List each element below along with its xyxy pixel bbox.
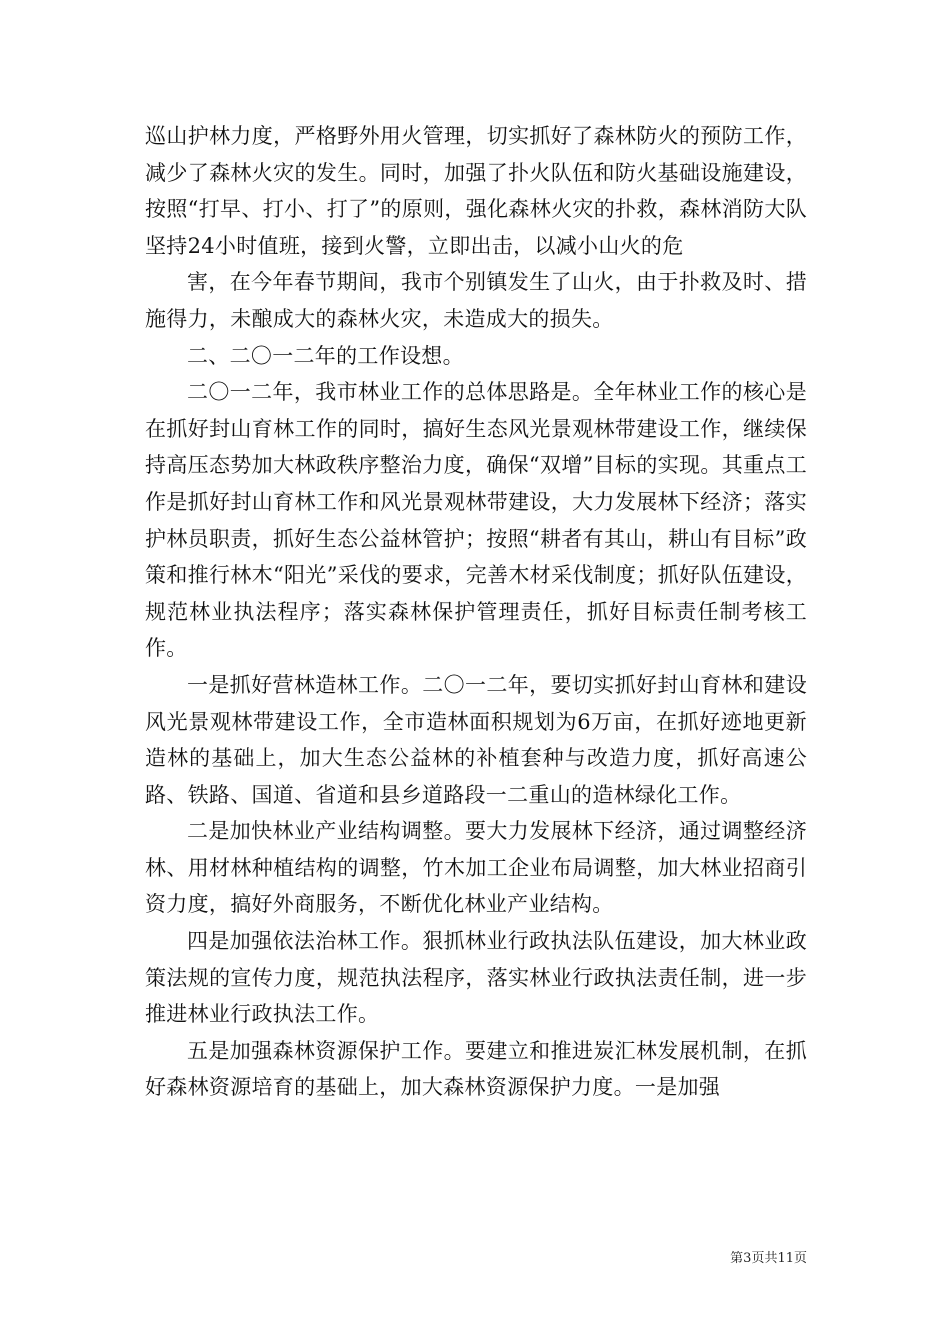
paragraph-continuation: 巡山护林力度，严格野外用火管理，切实抓好了森林防火的预防工作，减少了森林火灾的发生。同时，加强了扑火队伍和防火基础设施建设，按照“打早、打小、打了”的原则，强化森林火灾的扑救，森林消防大队坚持24小时值班，接到火警，立即出击，以减小山火的危	[145, 124, 807, 258]
paragraph-overall-approach: 二〇一二年，我市林业工作的总体思路是。全年林业工作的核心是在抓好封山育林工作的同时，搞好生态风光景观林带建设工作，继续保持高压态势加大林政秩序整治力度，确保“双增”目标的实现。其重点工作是抓好封山育林工作和风光景观林带建设，大力发展林下经济；落实护林员职责，抓好生态公益林管护；按照“耕者有其山，耕山有目标”政策和推行林木“阳光”采伐的要求，完善木材采伐制度；抓好队伍建设，规范林业执法程序；落实森林保护管理责任，抓好目标责任制考核工作。	[145, 380, 807, 661]
paragraph-point-law: 四是加强依法治林工作。狠抓林业行政执法队伍建设，加大林业政策法规的宣传力度，规范执法程序，落实林业行政执法责任制，进一步推进林业行政执法工作。	[145, 929, 807, 1027]
paragraph-fire-loss: 害，在今年春节期间，我市个别镇发生了山火，由于扑救及时、措施得力，未酿成大的森林火灾，未造成大的损失。	[145, 270, 807, 331]
paragraph-point-afforestation: 一是抓好营林造林工作。二〇一二年，要切实抓好封山育林和建设风光景观林带建设工作，全市造林面积规划为6万亩，在抓好迹地更新造林的基础上，加大生态公益林的补植套种与改造力度，抓好高速公路、铁路、国道、省道和县乡道路段一二重山的造林绿化工作。	[145, 672, 807, 807]
section-heading-2012-plan: 二、二〇一二年的工作设想。	[187, 343, 464, 368]
document-body	[145, 118, 807, 1106]
paragraph-point-industry: 二是加快林业产业结构调整。要大力发展林下经济，通过调整经济林、用材林种植结构的调整，竹木加工企业布局调整，加大林业招商引资力度，搞好外商服务，不断优化林业产业结构。	[145, 819, 807, 917]
page-number: 第3页共11页	[730, 1251, 807, 1266]
paragraph-point-protection: 五是加强森林资源保护工作。要建立和推进炭汇林发展机制，在抓好森林资源培育的基础上，加大森林资源保护力度。一是加强	[145, 1038, 807, 1100]
